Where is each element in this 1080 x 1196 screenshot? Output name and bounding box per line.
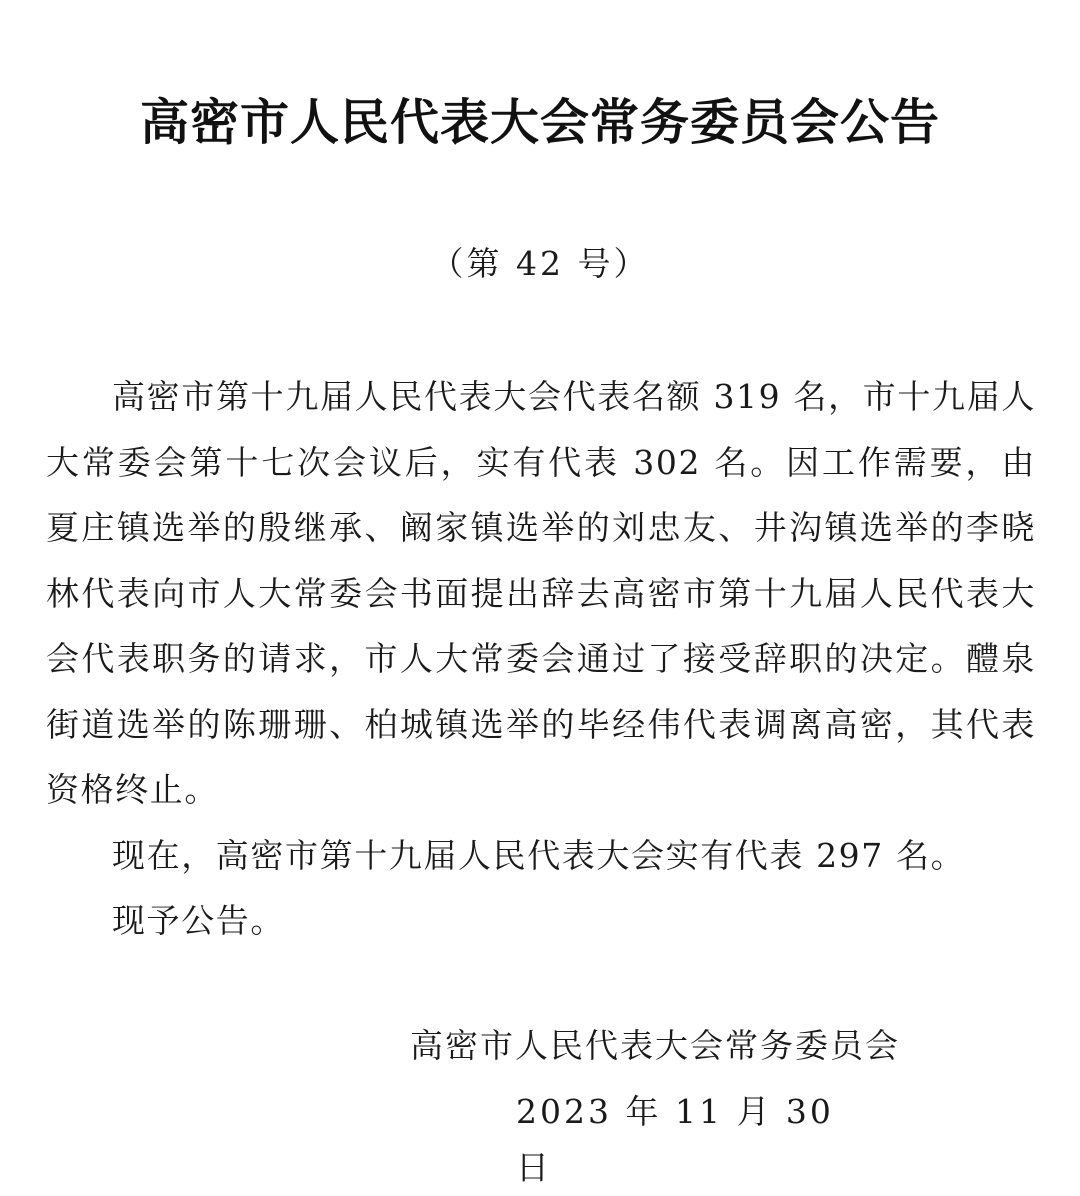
document-number: （第 42 号） xyxy=(430,244,650,283)
issue-date: 2023 年 11 月 30 日 xyxy=(516,1092,834,1187)
issuer-signature: 高密市人民代表大会常务委员会 xyxy=(410,1026,900,1065)
body-paragraph-1: 高密市第十九届人民代表大会代表名额 319 名，市十九届人大常委会第十七次会议后，实有代表 302 名。因工作需要，由夏庄镇选举的殷继承、阚家镇选举的刘忠友、井沟镇选举的李晓林代表向市人大常委会书面提出辞去高密市第十九届人民代表大会代表职务的请求，市人大常委会通过了接受辞职的决定。醴泉街道选举的陈珊珊、柏城镇选举的毕经伟代表调离高密，其代表资格终止。 xyxy=(46,377,1036,809)
body-paragraph-2: 现在，高密市第十九届人民代表大会实有代表 297 名。 xyxy=(112,835,966,875)
body-paragraph-3: 现予公告。 xyxy=(112,901,285,940)
document-title: 高密市人民代表大会常务委员会公告 xyxy=(139,94,940,151)
document-body xyxy=(46,364,1036,954)
